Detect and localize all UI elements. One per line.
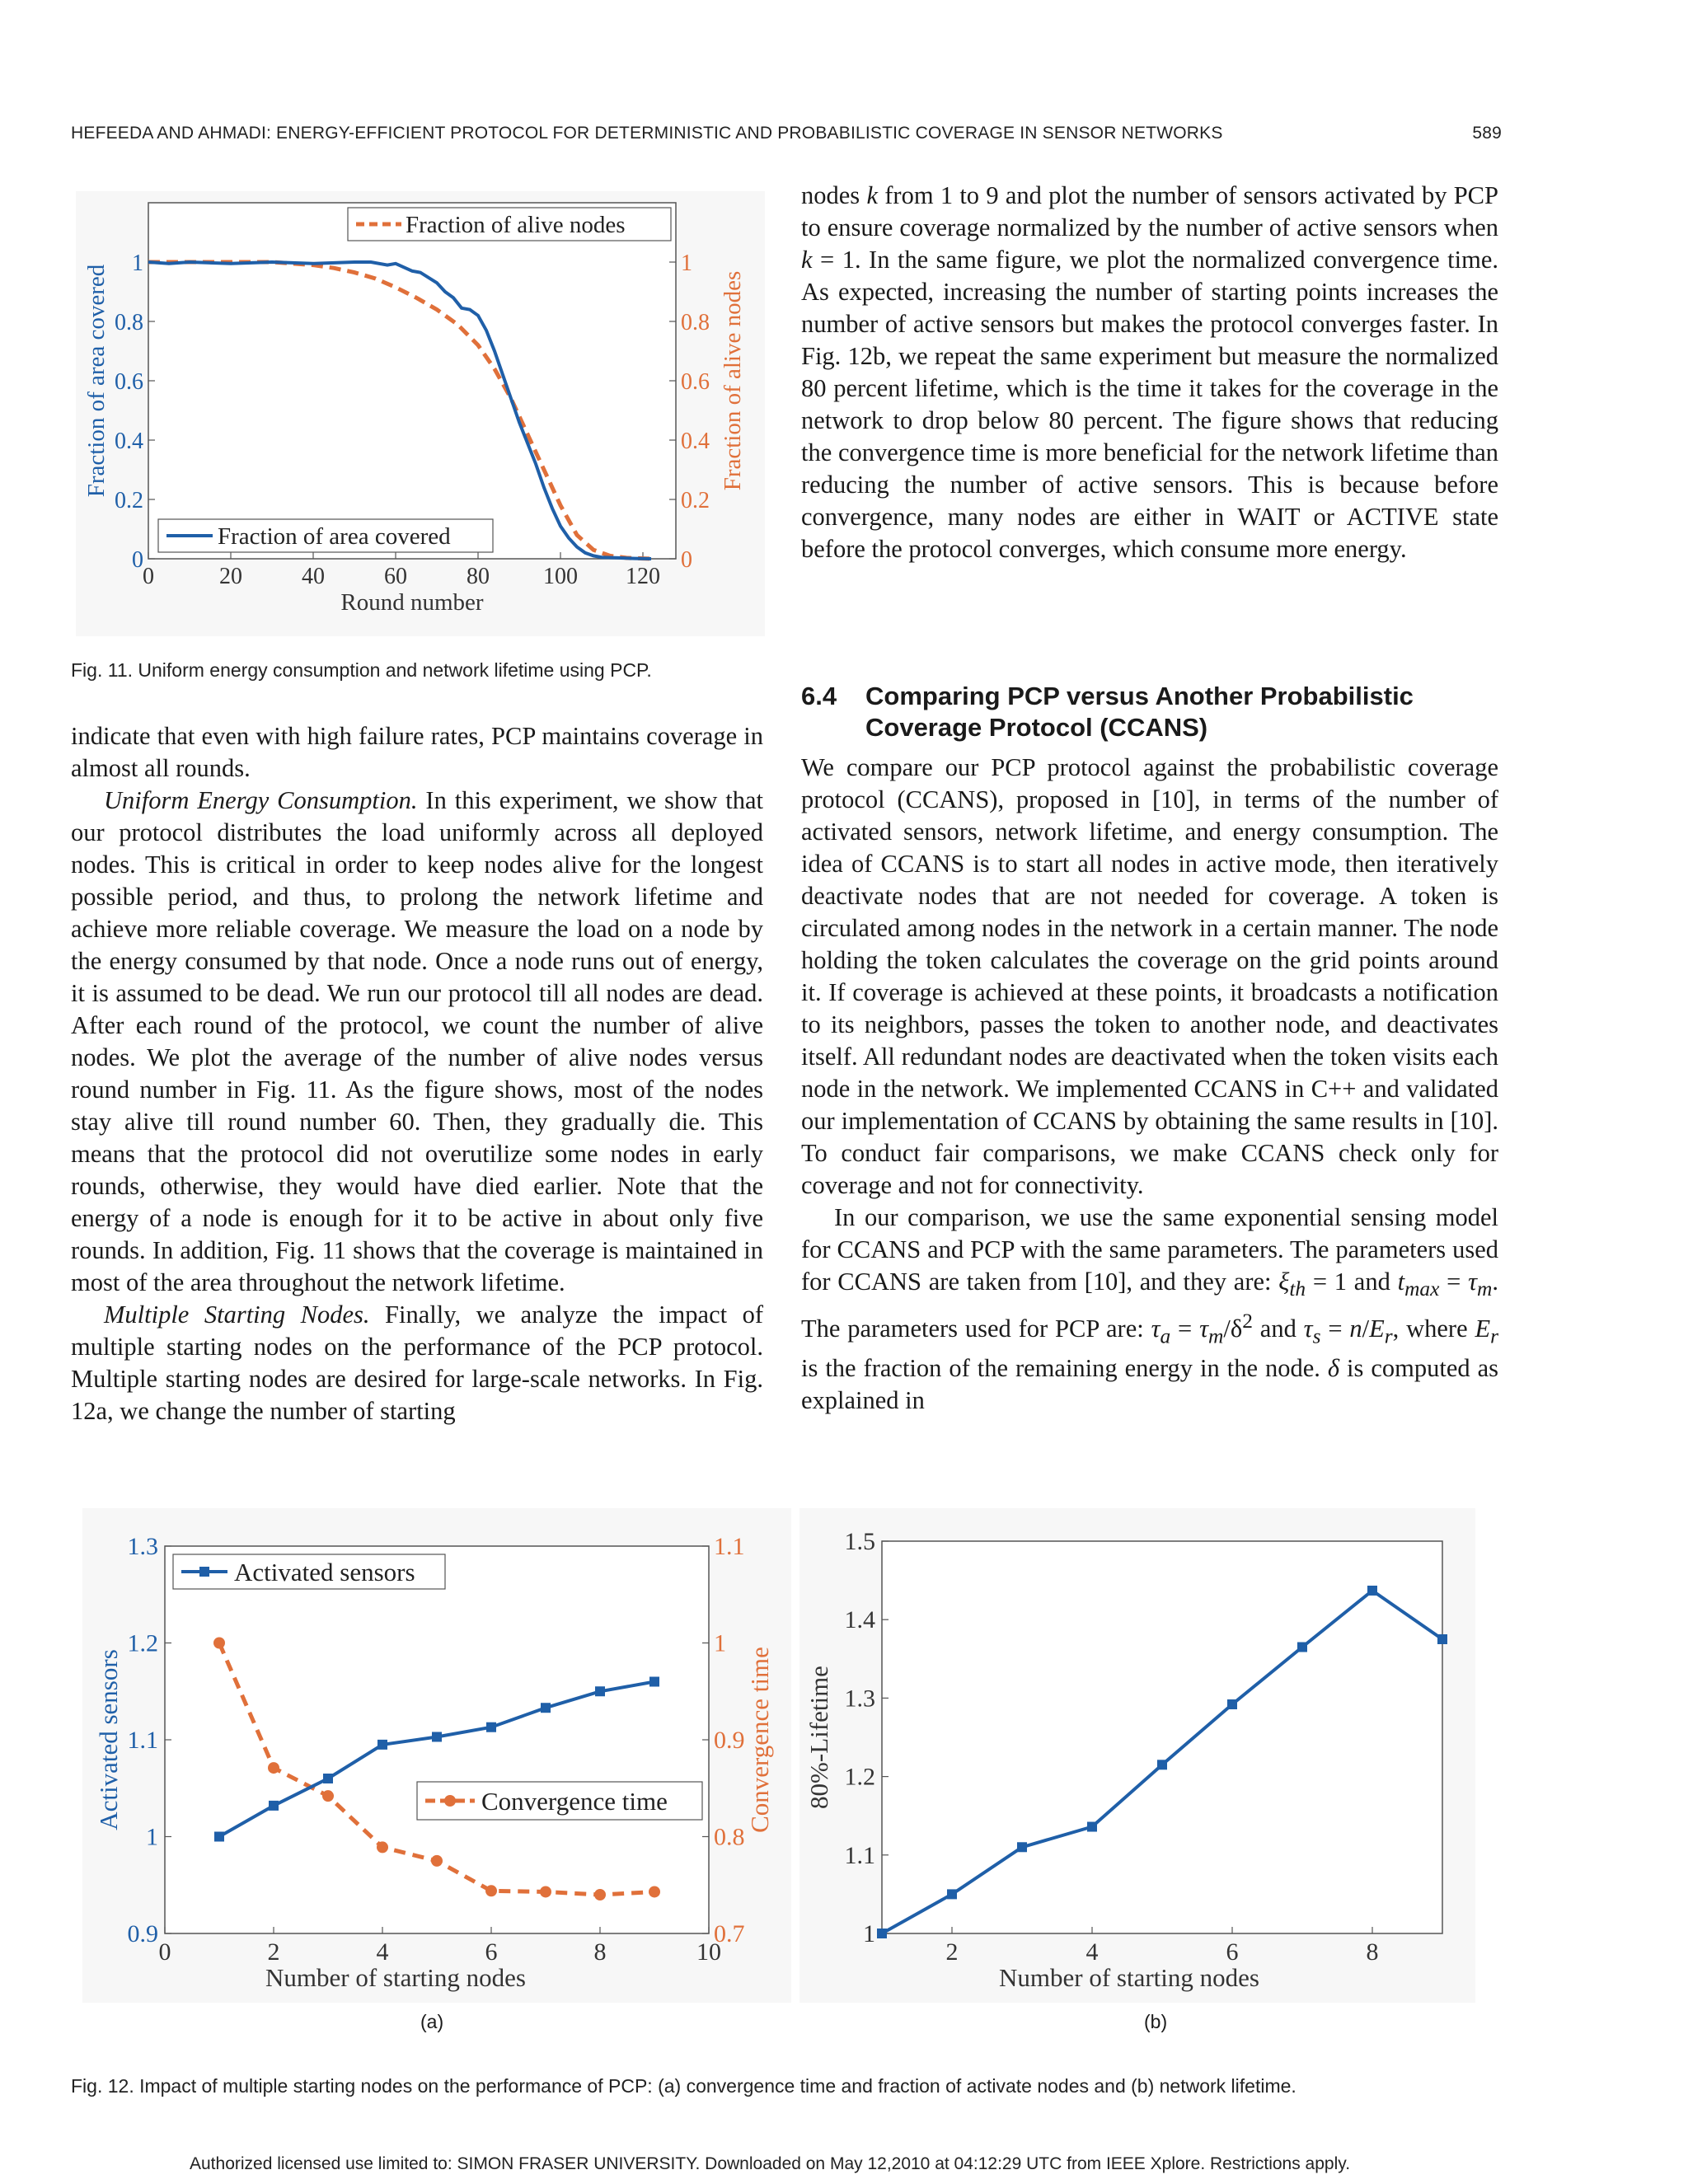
fig12b-x-axis-label: Number of starting nodes [999, 1963, 1259, 1992]
fig12a-point-convergence [540, 1886, 551, 1897]
fig11-x-tick-label: 80 [467, 564, 490, 589]
fig11-x-tick-label: 0 [143, 564, 154, 589]
fig12a-point-activated [541, 1703, 551, 1713]
fig12a-y-axis-label-left: Activated sensors [94, 1649, 123, 1830]
license-footer: Authorized licensed use limited to: SIMON FRASER UNIVERSITY. Downloaded on May 12,2010 at 04:12:29 UTC from IEEE Xplore. Restrictions apply. [190, 2154, 1351, 2173]
fig12a-point-activated [269, 1801, 279, 1811]
fig11-y-tick-label-right: 0 [681, 547, 692, 573]
fig12b-y-axis-label: 80%-Lifetime [804, 1666, 833, 1809]
fig11-x-tick-label: 40 [302, 564, 325, 589]
left-paragraph-2: Uniform Energy Consumption. In this experiment, we show that our protocol distributes the load uniformly across all deployed nodes. This is critical in order to keep nodes alive for the longest possible period, and thus, to prolong the network lifetime and achieve more reliable coverage. We measure the load on a node by the energy consumed by that node. Once a node runs out of energy, it is assumed to be dead. We run our protocol till all nodes are dead. After each round of the protocol, we count the number of alive nodes. We plot the average of the number of alive nodes versus round number in Fig. 11. As the figure shows, most of the nodes stay alive till round number 60. Then, they gradually die. This means that the protocol did not overutilize some nodes in early rounds, otherwise, they would have died earlier. Note that the energy of a node is enough for it to be active in about only five rounds. In addition, Fig. 11 shows that the coverage is maintained in most of the area throughout the network lifetime. [71, 786, 764, 1296]
uniform-energy-title: Uniform Energy Consumption. [104, 786, 418, 814]
fig12a-point-activated [595, 1686, 605, 1696]
fig11-x-axis-label: Round number [340, 589, 484, 616]
fig12a-y-tick-label-left: 1 [146, 1823, 158, 1851]
fig11-y-tick-label-right: 0.2 [681, 488, 710, 513]
fig12a-y-tick-label-right: 1 [714, 1629, 726, 1657]
fig12a-point-convergence [594, 1889, 606, 1900]
running-header [71, 124, 1502, 143]
fig11-x-tick-label: 120 [626, 564, 660, 589]
left-paragraph-1: indicate that even with high failure rates, PCP maintains coverage in almost all rounds. [71, 722, 763, 782]
fig12b-y-tick-label: 1.1 [844, 1841, 875, 1869]
fig12a-legend-label-activated: Activated sensors [234, 1558, 415, 1586]
fig11-y-tick-label-left: 0 [132, 547, 143, 573]
right-paragraph-2: We compare our PCP protocol against the probabilistic coverage protocol (CCANS), proposed in [10], in terms of the number of activated sensors, network lifetime, and energy consumption. The idea of CCANS is to start all nodes in active mode, then iteratively deactivate nodes that are not needed for coverage. A token is circulated among nodes in the network in a certain manner. The node holding the token calculates the coverage on the grid points around it. If coverage is achieved at these points, it broadcasts a notification to its neighbors, passes the token to another node, and deactivates itself. All redundant nodes are deactivated when the token visits each node in the network. We implemented CCANS in C++ and validated our implementation of CCANS by obtaining the same results in [10]. To conduct fair comparisons, we make CCANS check only for coverage and not for connectivity. [801, 753, 1498, 1199]
right-column-top [801, 180, 1498, 565]
fig12b-point-lifetime [1297, 1643, 1307, 1652]
fig12a-point-activated [323, 1774, 333, 1783]
fig11-y-tick-label-left: 0.8 [115, 310, 143, 335]
fig11-legend-label-alive: Fraction of alive nodes [406, 212, 626, 238]
fig12a-y-tick-label-left: 1.2 [127, 1629, 158, 1657]
fig12a-y-tick-label-right: 1.1 [714, 1533, 745, 1560]
fig12-caption: Fig. 12. Impact of multiple starting nodes on the performance of PCP: (a) convergence time and fraction of activate nodes and (b) network lifetime. [71, 2075, 1296, 2097]
right-column-body [801, 752, 1498, 1417]
fig11-chart [76, 191, 765, 636]
fig12b-y-tick-label: 1 [863, 1920, 875, 1947]
fig11-y-tick-label-left: 1 [132, 251, 143, 276]
fig12a-point-convergence [649, 1886, 660, 1897]
fig12b-y-tick-label: 1.4 [844, 1606, 875, 1634]
fig12a-point-activated [214, 1832, 224, 1842]
fig12b-y-tick-label: 1.3 [844, 1685, 875, 1713]
fig12b-x-tick-label: 4 [1085, 1938, 1099, 1966]
fig12a-x-tick-label: 0 [158, 1938, 171, 1966]
fig12a-legend-marker-convergence [444, 1795, 456, 1807]
multiple-starting-title: Multiple Starting Nodes. [104, 1301, 370, 1329]
fig12a-y-axis-label-right: Convergence time [745, 1647, 774, 1833]
fig12a-chart [82, 1508, 791, 2003]
fig11-x-tick-label: 100 [543, 564, 578, 589]
fig12a-legend-label-convergence: Convergence time [481, 1787, 668, 1816]
fig12b-x-tick-label: 6 [1226, 1938, 1239, 1966]
fig12-label-a: (a) [420, 2011, 444, 2032]
figure-12b [799, 1508, 1475, 2003]
fig12a-point-convergence [268, 1762, 279, 1774]
fig11-plot-area [148, 203, 676, 559]
left-column [71, 720, 763, 1427]
fig12a-x-tick-label: 10 [696, 1938, 721, 1966]
fig12b-point-lifetime [1227, 1699, 1237, 1709]
fig11-legend-label-area: Fraction of area covered [218, 523, 451, 550]
right-paragraph-3: In our comparison, we use the same exponential sensing model for CCANS and PCP with the same parameters. The parameters used for CCANS are taken from [10], and they are: $\xi_{th} = 1$ and $t_{max} = \tau_m$. The parameters used for PCP are: $\tau_a = \tau_m/\delta^2$ and $\tau_s = n/E_r$, where $E_r$ is the fraction of the remaining energy in the node. δ is computed as explained in [801, 1203, 1498, 1415]
fig12a-point-activated [432, 1732, 442, 1741]
fig12a-x-tick-label: 2 [267, 1938, 280, 1966]
fig11-y-tick-label-right: 0.4 [681, 429, 710, 454]
fig12b-x-tick-label: 8 [1366, 1938, 1379, 1966]
fig12a-point-convergence [322, 1790, 334, 1802]
fig12a-x-tick-label: 6 [485, 1938, 498, 1966]
fig12b-x-tick-label: 2 [945, 1938, 959, 1966]
fig11-y-tick-label-right: 0.8 [681, 310, 710, 335]
fig11-y-tick-label-left: 0.2 [115, 488, 143, 513]
left-paragraph-3: Multiple Starting Nodes. Finally, we analyze the impact of multiple starting nodes on the performance of the PCP protocol. Multiple starting nodes are desired for large-scale networks. In Fig. 12a, we change the number of starting [71, 1301, 763, 1425]
running-title: HEFEEDA AND AHMADI: ENERGY-EFFICIENT PROTOCOL FOR DETERMINISTIC AND PROBABILISTIC COVERAGE IN SENSOR NETWORKS [71, 124, 1223, 143]
fig12b-point-lifetime [1017, 1842, 1027, 1852]
fig11-x-tick-label: 20 [219, 564, 242, 589]
fig12b-point-lifetime [947, 1889, 957, 1899]
fig11-y-tick-label-left: 0.6 [115, 369, 143, 395]
fig11-x-tick-label: 60 [384, 564, 407, 589]
fig11-caption: Fig. 11. Uniform energy consumption and network lifetime using PCP. [71, 659, 652, 681]
fig12b-point-lifetime [1157, 1760, 1167, 1769]
fig12a-x-tick-label: 4 [376, 1938, 389, 1966]
fig12a-point-convergence [431, 1855, 443, 1867]
fig12a-point-activated [649, 1677, 659, 1687]
fig12a-y-tick-label-right: 0.7 [714, 1920, 745, 1947]
fig12-label-b: (b) [1144, 2011, 1168, 2032]
fig12b-point-lifetime [1437, 1634, 1447, 1644]
section-number: 6.4 [801, 682, 837, 710]
fig12b-point-lifetime [877, 1929, 887, 1938]
fig12a-point-convergence [213, 1638, 225, 1649]
fig12a-y-tick-label-left: 1.3 [127, 1533, 158, 1560]
figure-11 [76, 191, 765, 636]
fig12a-x-axis-label: Number of starting nodes [265, 1963, 526, 1992]
fig12b-y-tick-label: 1.5 [844, 1528, 875, 1555]
fig12a-point-activated [377, 1740, 387, 1750]
fig12a-y-tick-label-right: 0.9 [714, 1727, 745, 1754]
right-paragraph-1: nodes k from 1 to 9 and plot the number of sensors activated by PCP to ensure coverage normalized by the number of active sensors when k = 1. In the same figure, we plot the normalized convergence time. As expected, increasing the number of starting points increases the number of active sensors but makes the protocol converges faster. In Fig. 12b, we repeat the same experiment but measure the normalized 80 percent lifetime, which is the time it takes for the coverage in the network to drop below 80 percent. The figure shows that reducing the convergence time is more beneficial for the network lifetime than reducing the number of active sensors. This is because before convergence, many nodes are either in WAIT or ACTIVE state before the protocol converges, which consume more energy. [801, 181, 1498, 563]
fig12a-y-tick-label-left: 1.1 [127, 1727, 158, 1754]
fig12a-legend-marker-activated [199, 1567, 209, 1577]
fig12a-y-tick-label-left: 0.9 [127, 1920, 158, 1947]
fig12a-point-activated [486, 1722, 496, 1732]
fig12a-point-convergence [377, 1841, 388, 1853]
section-heading-6-4 [801, 681, 1498, 743]
fig12b-point-lifetime [1087, 1822, 1097, 1832]
fig12b-chart [799, 1508, 1475, 2003]
fig11-y-tick-label-right: 0.6 [681, 369, 710, 395]
fig12a-point-convergence [485, 1885, 497, 1896]
fig12a-y-tick-label-right: 0.8 [714, 1823, 745, 1851]
fig11-y-tick-label-right: 1 [681, 251, 692, 276]
section-title-line-2: Coverage Protocol (CCANS) [865, 713, 1208, 742]
fig12b-y-tick-label: 1.2 [844, 1763, 875, 1791]
fig12b-point-lifetime [1367, 1586, 1377, 1596]
fig12a-x-tick-label: 8 [593, 1938, 607, 1966]
fig11-y-axis-label-right: Fraction of alive nodes [720, 270, 746, 491]
fig11-y-axis-label-left: Fraction of area covered [83, 264, 110, 498]
section-title-line-1: Comparing PCP versus Another Probabilistic [865, 682, 1414, 710]
figure-12a [82, 1508, 791, 2003]
page-number: 589 [1472, 124, 1502, 143]
fig11-y-tick-label-left: 0.4 [115, 429, 143, 454]
